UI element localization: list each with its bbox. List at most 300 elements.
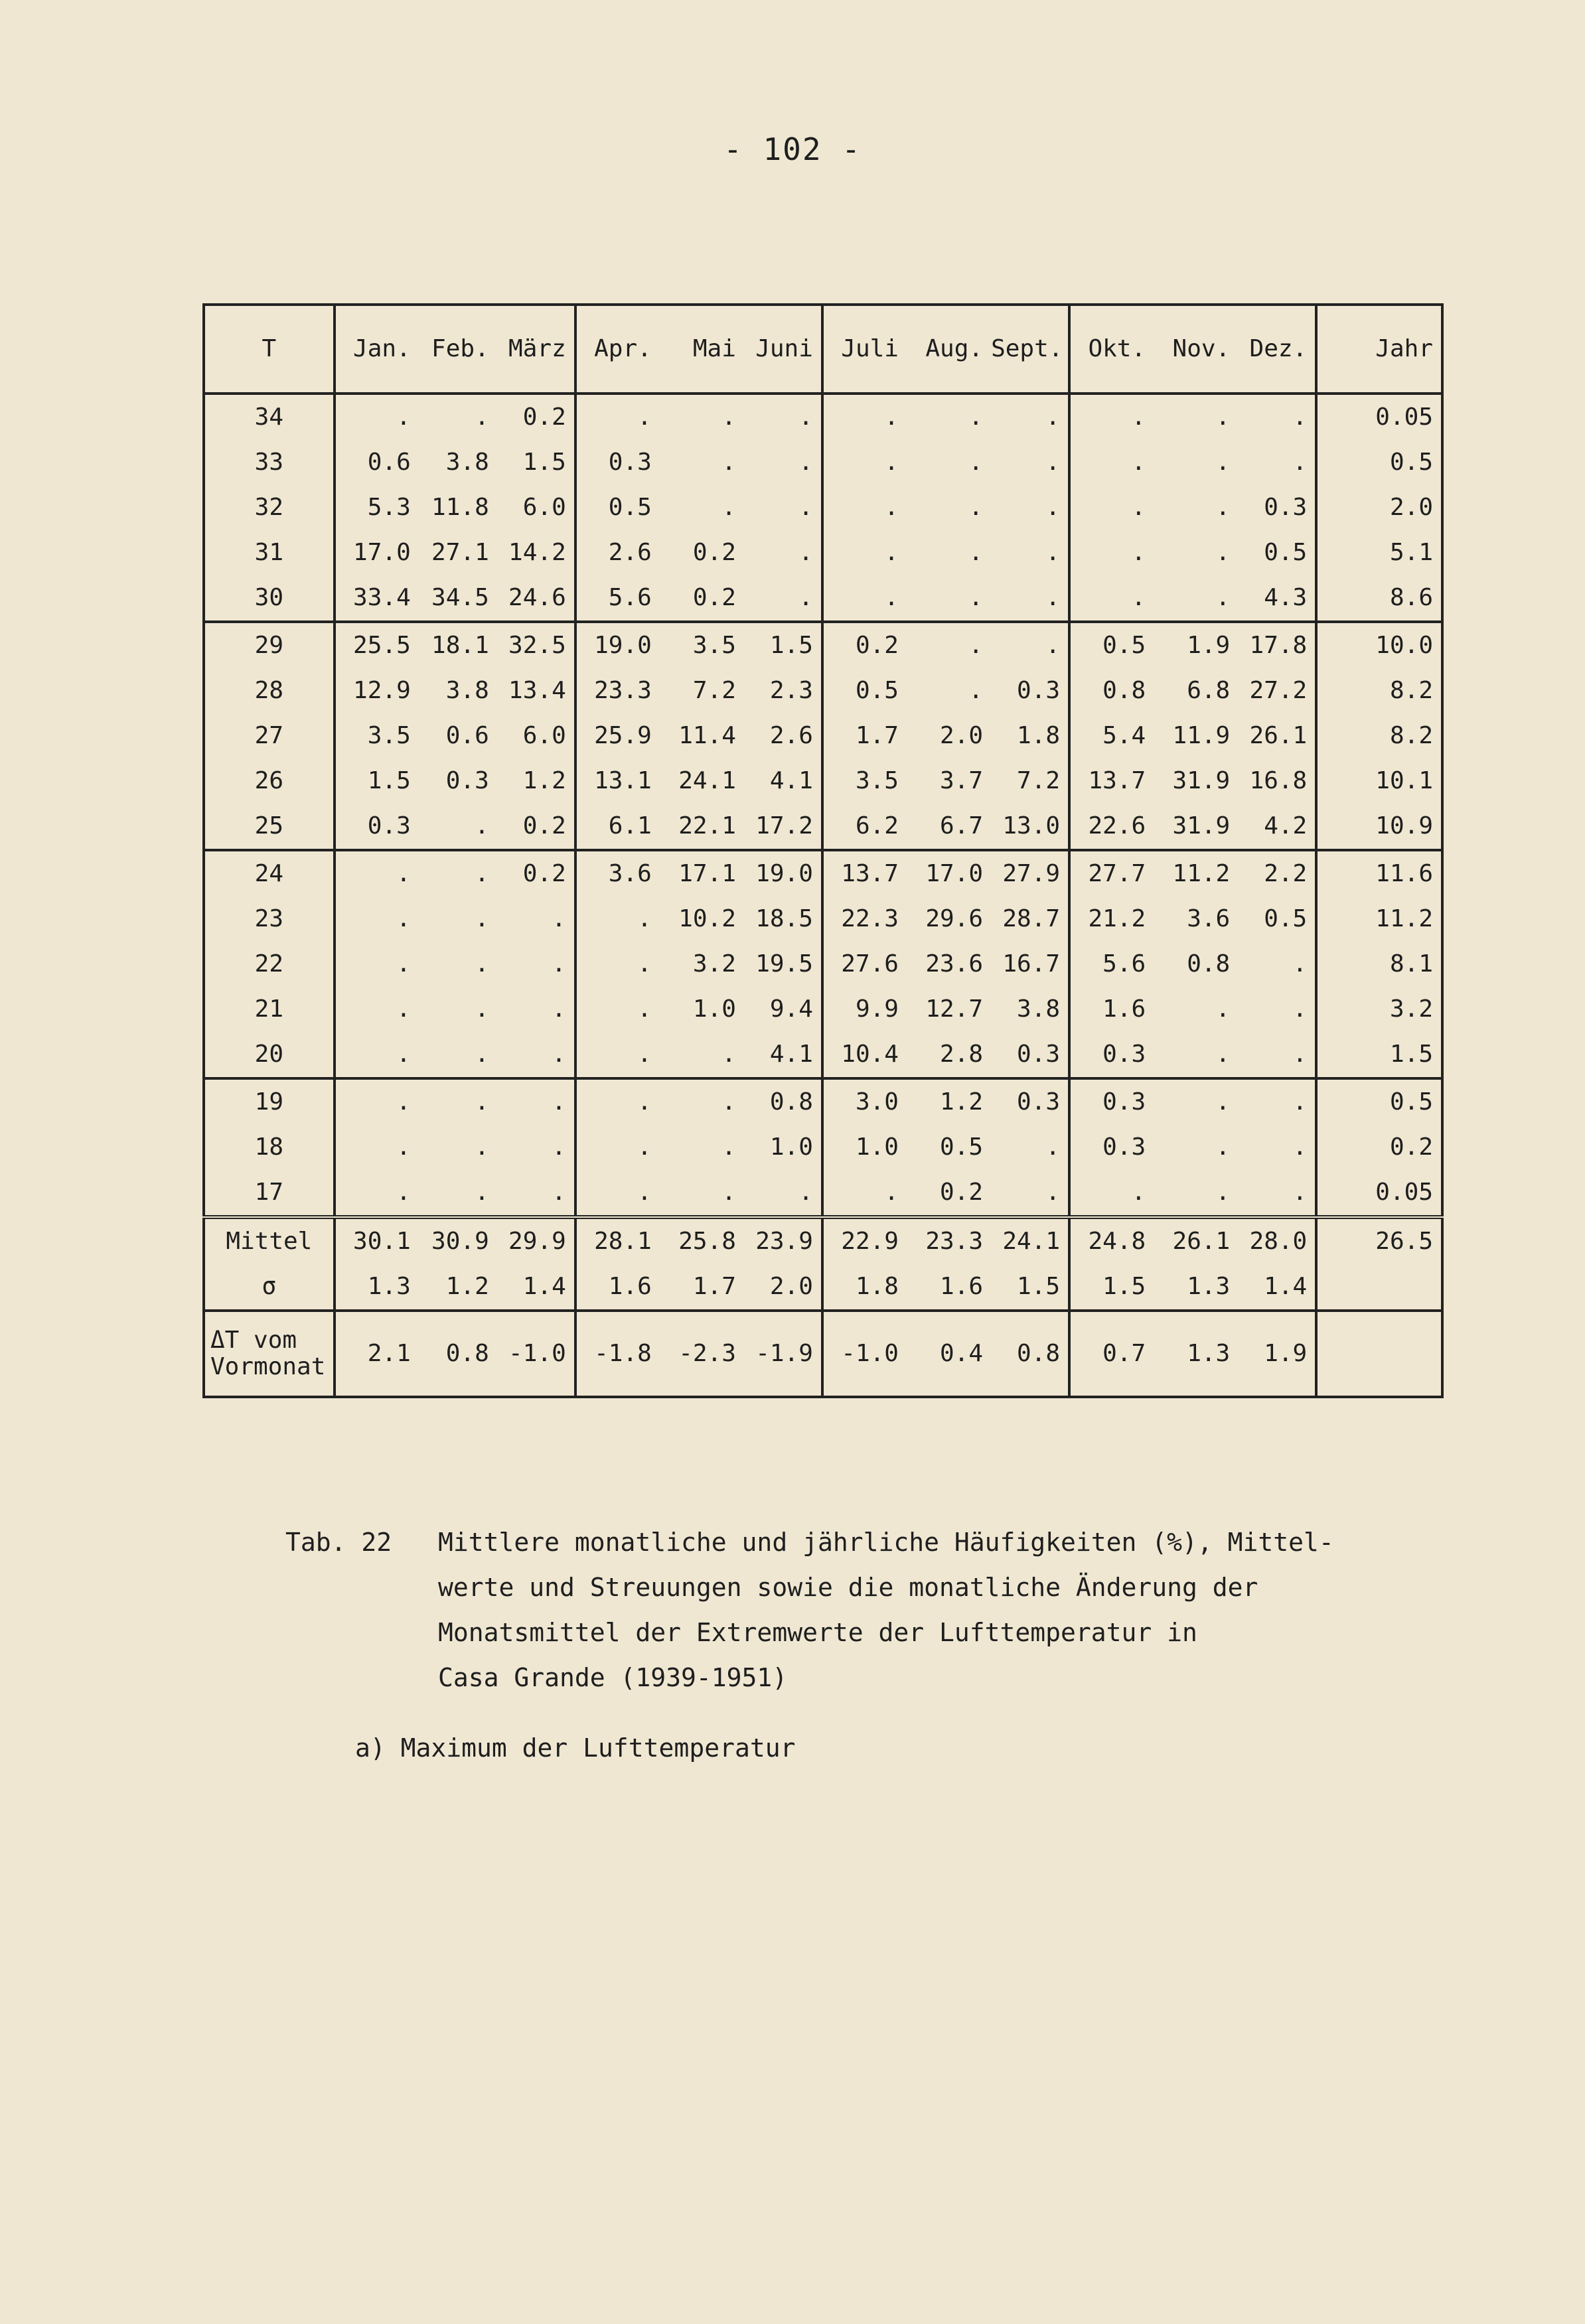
table-cell: 6.0 xyxy=(522,722,566,749)
table-cell: 2.6 xyxy=(575,530,660,575)
table-cell: 1.2 xyxy=(445,1273,489,1300)
table-cell: 4.1 xyxy=(769,767,813,794)
table-cell: 0.5 xyxy=(1069,622,1154,668)
table-cell: 24.6 xyxy=(508,584,566,611)
table-cell: . xyxy=(475,1041,489,1068)
table-cell: 23.3 xyxy=(575,668,660,713)
table-cell xyxy=(1316,1264,1442,1311)
table-cell: 2.6 xyxy=(769,722,813,749)
table-cell: 16.8 xyxy=(1249,767,1308,794)
table-cell: 18.5 xyxy=(755,905,813,932)
table-cell: 0.6 xyxy=(335,440,419,485)
table-cell: 0.3 xyxy=(445,767,489,794)
table-cell: . xyxy=(575,1032,660,1078)
table-cell: 8.2 xyxy=(1316,668,1442,713)
table-cell: . xyxy=(475,1179,489,1206)
table-cell: Sept. xyxy=(991,305,1069,394)
table-cell: 7.2 xyxy=(692,677,736,704)
table-cell: . xyxy=(721,403,736,431)
table-cell: 17.0 xyxy=(907,850,991,897)
table-cell: 0.2 xyxy=(692,584,736,611)
table-cell: 2.3 xyxy=(769,677,813,704)
table-row xyxy=(204,668,1442,713)
table-cell: . xyxy=(1045,1133,1061,1161)
table-cell: . xyxy=(552,1041,566,1068)
table-cell: 3.2 xyxy=(692,950,736,978)
table-cell: 16.7 xyxy=(1002,950,1061,978)
table-cell: . xyxy=(475,812,489,839)
table-cell: 3.5 xyxy=(660,622,744,668)
row-label: 27 xyxy=(254,722,284,749)
row-label: ΔT vom Vormonat xyxy=(204,1311,335,1397)
table-cell: 1.7 xyxy=(692,1273,736,1300)
table-cell: 8.1 xyxy=(1316,942,1442,987)
table-cell: 0.4 xyxy=(907,1311,991,1397)
table-cell: . xyxy=(1069,485,1154,530)
table-cell: 6.0 xyxy=(522,494,566,521)
table-cell: 2.0 xyxy=(769,1273,813,1300)
table-cell: 8.2 xyxy=(1316,713,1442,759)
table-cell: . xyxy=(1069,440,1154,485)
table-cell: 2.8 xyxy=(940,1041,984,1068)
table-cell: 3.5 xyxy=(822,759,907,804)
table-cell: 0.2 xyxy=(940,1179,984,1206)
table-cell: 1.2 xyxy=(907,1078,991,1125)
table-cell: 0.7 xyxy=(1069,1311,1154,1397)
table-cell: 11.2 xyxy=(1316,897,1442,942)
table-cell: 0.2 xyxy=(1316,1125,1442,1170)
table-cell: 30.1 xyxy=(335,1217,419,1264)
table-cell: . xyxy=(1292,1179,1308,1206)
table-cell: 19.0 xyxy=(575,622,660,668)
table-row xyxy=(204,530,1442,575)
table-cell: 30.9 xyxy=(419,1217,497,1264)
table-cell: . xyxy=(1215,584,1231,611)
table-row xyxy=(204,897,1442,942)
row-label: 30 xyxy=(254,584,284,611)
table-cell: . xyxy=(798,539,813,566)
table-cell: -1.0 xyxy=(497,1311,575,1397)
table-caption-number: Tab. 22 xyxy=(285,1528,392,1557)
table-cell: 0.05 xyxy=(1316,394,1442,440)
table-cell: 1.9 xyxy=(1238,1311,1316,1397)
table-cell: . xyxy=(1069,575,1154,622)
table-cell: 0.2 xyxy=(497,850,575,897)
table-cell: 19.5 xyxy=(755,950,813,978)
table-cell: 23.3 xyxy=(907,1217,991,1264)
table-cell: . xyxy=(1045,1179,1061,1206)
table-cell: 23.6 xyxy=(925,950,984,978)
table-cell: . xyxy=(1154,1078,1238,1125)
table-cell: . xyxy=(475,950,489,978)
table-cell: 0.5 xyxy=(822,668,907,713)
table-cell: 0.3 xyxy=(335,804,419,850)
row-label: 34 xyxy=(254,403,284,431)
table-cell: . xyxy=(1045,494,1061,521)
table-cell: . xyxy=(822,530,907,575)
row-label: 21 xyxy=(254,995,284,1023)
table-cell: . xyxy=(968,677,984,704)
row-label: Mittel xyxy=(204,1217,335,1264)
table-cell: 2.0 xyxy=(1316,485,1442,530)
table-subtitle: a) Maximum der Lufttemperatur xyxy=(355,1733,796,1763)
table-cell: . xyxy=(1215,1133,1231,1161)
table-cell: 10.9 xyxy=(1316,804,1442,850)
table-cell: . xyxy=(1292,950,1308,978)
table-row xyxy=(204,622,1442,668)
table-cell: . xyxy=(822,1170,907,1217)
table-cell: . xyxy=(335,394,419,440)
table-cell: . xyxy=(721,494,736,521)
table-cell: 22.6 xyxy=(1069,804,1154,850)
table-cell: . xyxy=(798,494,813,521)
table-cell: . xyxy=(721,1179,736,1206)
table-cell: 8.6 xyxy=(1316,575,1442,622)
table-cell: Aug. xyxy=(907,305,991,394)
table-cell: 1.6 xyxy=(575,1264,660,1311)
table-cell: . xyxy=(575,394,660,440)
table-cell: 0.5 xyxy=(575,485,660,530)
table-cell: 17.1 xyxy=(660,850,744,897)
table-cell: 17.2 xyxy=(755,812,813,839)
table-cell: 0.2 xyxy=(822,622,907,668)
table-cell: 0.3 xyxy=(1017,677,1061,704)
table-cell: 4.2 xyxy=(1264,812,1308,839)
table-cell: 0.3 xyxy=(1069,1032,1154,1078)
table-cell: 24.8 xyxy=(1069,1217,1154,1264)
table-cell: . xyxy=(798,584,813,611)
table-cell: 1.3 xyxy=(1187,1273,1231,1300)
table-cell: 3.5 xyxy=(335,713,419,759)
table-cell: . xyxy=(968,403,984,431)
table-cell: 29.6 xyxy=(925,905,984,932)
table-cell: 3.7 xyxy=(940,767,984,794)
row-label: 17 xyxy=(254,1179,284,1206)
table-cell: 0.5 xyxy=(1264,539,1308,566)
table-cell: 17.8 xyxy=(1238,622,1316,668)
table-cell: 6.8 xyxy=(1187,677,1231,704)
table-cell: . xyxy=(575,1170,660,1217)
table-cell: 0.3 xyxy=(991,1078,1069,1125)
table-cell: 10.4 xyxy=(822,1032,907,1078)
row-label: 28 xyxy=(254,677,284,704)
table-cell: . xyxy=(798,1179,813,1206)
table-cell: 3.8 xyxy=(445,449,489,476)
table-cell: 13.0 xyxy=(1002,812,1061,839)
table-cell: 0.2 xyxy=(692,539,736,566)
table-row xyxy=(204,987,1442,1032)
table-cell: 1.5 xyxy=(335,759,419,804)
table-cell: . xyxy=(335,1170,419,1217)
row-label: 19 xyxy=(204,1078,335,1125)
table-cell: 10.2 xyxy=(678,905,736,932)
table-cell: . xyxy=(1292,449,1308,476)
table-cell: 1.5 xyxy=(1017,1273,1061,1300)
row-label: 24 xyxy=(204,850,335,897)
table-cell: . xyxy=(822,440,907,485)
table-cell: . xyxy=(991,622,1069,668)
table-cell: 4.1 xyxy=(769,1041,813,1068)
table-cell: Juli xyxy=(822,305,907,394)
table-cell: 6.2 xyxy=(822,804,907,850)
table-cell: . xyxy=(335,1032,419,1078)
table-cell: . xyxy=(822,485,907,530)
row-label: 31 xyxy=(254,539,284,566)
table-cell: . xyxy=(1215,539,1231,566)
table-cell: 1.4 xyxy=(1264,1273,1308,1300)
table-cell: 10.1 xyxy=(1316,759,1442,804)
table-cell: 0.5 xyxy=(940,1133,984,1161)
table-cell: 34.5 xyxy=(431,584,489,611)
table-cell: 1.6 xyxy=(940,1273,984,1300)
table-cell: . xyxy=(1045,584,1061,611)
table-cell: 22.1 xyxy=(678,812,736,839)
table-cell: . xyxy=(1069,530,1154,575)
table-cell: . xyxy=(968,449,984,476)
table-cell: 0.2 xyxy=(522,403,566,431)
table-cell: . xyxy=(1045,539,1061,566)
table-cell: . xyxy=(1292,995,1308,1023)
table-cell: . xyxy=(1215,995,1231,1023)
row-label: 29 xyxy=(204,622,335,668)
table-cell: 28.1 xyxy=(575,1217,660,1264)
table-row xyxy=(204,713,1442,759)
table-row xyxy=(204,759,1442,804)
table-row xyxy=(204,1125,1442,1170)
table-cell: 11.9 xyxy=(1172,722,1231,749)
table-cell: 12.9 xyxy=(335,668,419,713)
table-cell: 12.7 xyxy=(925,995,984,1023)
table-cell: 9.9 xyxy=(822,987,907,1032)
temperature-frequency-table xyxy=(202,303,1444,1398)
delta-row xyxy=(204,1311,1442,1397)
table-cell: . xyxy=(1215,403,1231,431)
table-cell: 3.0 xyxy=(822,1078,907,1125)
table-cell: Apr. xyxy=(575,305,660,394)
table-cell: . xyxy=(968,584,984,611)
table-cell: Feb. xyxy=(419,305,497,394)
table-cell: 1.4 xyxy=(522,1273,566,1300)
table-cell: 5.4 xyxy=(1069,713,1154,759)
table-cell: . xyxy=(968,494,984,521)
table-cell: . xyxy=(335,987,419,1032)
table-cell: 26.1 xyxy=(1154,1217,1238,1264)
table-cell: 28.7 xyxy=(1002,905,1061,932)
row-label: 32 xyxy=(254,494,284,521)
table-row xyxy=(204,1032,1442,1078)
table-cell: 0.8 xyxy=(744,1078,822,1125)
table-cell: . xyxy=(721,1041,736,1068)
table-cell: Juni xyxy=(744,305,822,394)
row-label: 33 xyxy=(254,449,284,476)
table-cell: 27.6 xyxy=(822,942,907,987)
table-cell: 13.7 xyxy=(822,850,907,897)
table-cell: 2.1 xyxy=(335,1311,419,1397)
table-cell: -1.0 xyxy=(822,1311,907,1397)
table-cell: . xyxy=(1215,1179,1231,1206)
table-cell: 1.5 xyxy=(1069,1264,1154,1311)
table-cell: 1.5 xyxy=(1316,1032,1442,1078)
table-cell: . xyxy=(335,850,419,897)
table-cell: 1.8 xyxy=(822,1264,907,1311)
table-cell: Okt. xyxy=(1069,305,1154,394)
table-cell: 11.8 xyxy=(431,494,489,521)
table-cell: . xyxy=(1292,403,1308,431)
table-cell: . xyxy=(552,1179,566,1206)
table-cell: Nov. xyxy=(1154,305,1238,394)
table-cell: . xyxy=(798,449,813,476)
table-cell: 1.5 xyxy=(744,622,822,668)
table-cell: 5.1 xyxy=(1316,530,1442,575)
table-cell: . xyxy=(1238,1078,1316,1125)
row-label: 20 xyxy=(254,1041,284,1068)
row-label: 18 xyxy=(254,1133,284,1161)
table-cell: 0.8 xyxy=(1187,950,1231,978)
table-cell: 1.9 xyxy=(1154,622,1238,668)
table-cell: . xyxy=(1045,449,1061,476)
table-cell: 5.6 xyxy=(1069,942,1154,987)
table-cell: 3.8 xyxy=(445,677,489,704)
table-cell: 0.6 xyxy=(445,722,489,749)
table-header-row xyxy=(204,305,1442,394)
table-cell: . xyxy=(419,1078,497,1125)
table-cell: . xyxy=(552,995,566,1023)
table-row xyxy=(204,485,1442,530)
table-cell: 13.7 xyxy=(1069,759,1154,804)
table-cell: 0.3 xyxy=(1069,1125,1154,1170)
table-cell: . xyxy=(721,449,736,476)
table-cell: 1.7 xyxy=(822,713,907,759)
table-cell: 17.0 xyxy=(335,530,419,575)
table-cell: . xyxy=(1292,1041,1308,1068)
table-cell: 0.3 xyxy=(1069,1078,1154,1125)
table-row xyxy=(204,942,1442,987)
table-cell: . xyxy=(822,575,907,622)
table-cell: 0.5 xyxy=(1264,905,1308,932)
page-number: - 102 - xyxy=(723,131,862,167)
table-cell: 11.4 xyxy=(678,722,736,749)
table-cell: 11.2 xyxy=(1154,850,1238,897)
table-cell: . xyxy=(968,539,984,566)
table-cell: Dez. xyxy=(1238,305,1316,394)
table-cell: Jan. xyxy=(335,305,419,394)
table-cell: . xyxy=(575,942,660,987)
table-row xyxy=(204,1078,1442,1125)
table-cell: 5.6 xyxy=(575,575,660,622)
table-cell: 24.1 xyxy=(678,767,736,794)
table-row xyxy=(204,575,1442,622)
table-cell: . xyxy=(1069,1170,1154,1217)
table-cell: 24.1 xyxy=(991,1217,1069,1264)
table-cell: 3.2 xyxy=(1316,987,1442,1032)
table-cell: 26.5 xyxy=(1316,1217,1442,1264)
table-cell: 27.1 xyxy=(431,539,489,566)
table-row xyxy=(204,850,1442,897)
table-row xyxy=(204,394,1442,440)
table-cell: 3.8 xyxy=(1017,995,1061,1023)
table-row xyxy=(204,804,1442,850)
table-cell: 3.6 xyxy=(1187,905,1231,932)
row-label: 26 xyxy=(254,767,284,794)
table-cell: 3.6 xyxy=(575,850,660,897)
table-cell: 0.5 xyxy=(1316,1078,1442,1125)
table-cell: 31.9 xyxy=(1172,812,1231,839)
table-cell: -1.9 xyxy=(744,1311,822,1397)
table-cell: -2.3 xyxy=(660,1311,744,1397)
table-cell: . xyxy=(575,1125,660,1170)
table-cell: 2.0 xyxy=(940,722,984,749)
mittel-row xyxy=(204,1217,1442,1264)
table-cell: 7.2 xyxy=(1017,767,1061,794)
table-cell: 22.3 xyxy=(822,897,907,942)
table-cell: 1.3 xyxy=(335,1264,419,1311)
table-cell: . xyxy=(475,403,489,431)
table-cell: 27.7 xyxy=(1069,850,1154,897)
table-cell: 10.0 xyxy=(1316,622,1442,668)
table-cell: 21.2 xyxy=(1069,897,1154,942)
table-cell: 1.2 xyxy=(522,767,566,794)
table-cell: 23.9 xyxy=(744,1217,822,1264)
table-caption-text: Mittlere monatliche und jährliche Häufigkeiten (%), Mittel- werte und Streuungen sowie die monatliche Änderung der Monatsmittel der Extremwerte der Lufttemperatur in Casa Grande (1939-1951) xyxy=(438,1528,1334,1692)
table-cell: . xyxy=(907,622,991,668)
sigma-row xyxy=(204,1264,1442,1311)
table-cell: 1.8 xyxy=(1017,722,1061,749)
table-cell: . xyxy=(552,950,566,978)
table-cell: . xyxy=(475,905,489,932)
table-cell: 14.2 xyxy=(508,539,566,566)
row-label: T xyxy=(204,305,335,394)
table-cell: 1.0 xyxy=(822,1125,907,1170)
table-cell: 32.5 xyxy=(497,622,575,668)
table-row xyxy=(204,1170,1442,1217)
table-cell: 0.8 xyxy=(991,1311,1069,1397)
table-cell: . xyxy=(660,1078,744,1125)
table-cell: 0.3 xyxy=(1017,1041,1061,1068)
table-cell: . xyxy=(335,942,419,987)
table-cell: . xyxy=(575,897,660,942)
table-cell: 27.2 xyxy=(1249,677,1308,704)
table-cell: 1.0 xyxy=(692,995,736,1023)
row-label: 22 xyxy=(254,950,284,978)
table-cell: . xyxy=(335,897,419,942)
table-cell: . xyxy=(552,1133,566,1161)
table-cell: . xyxy=(1045,403,1061,431)
table-cell: . xyxy=(822,394,907,440)
table-cell: . xyxy=(575,987,660,1032)
table-cell: Mai xyxy=(660,305,744,394)
table-cell: . xyxy=(335,1125,419,1170)
table-cell: 9.4 xyxy=(769,995,813,1023)
table-cell: 0.8 xyxy=(419,1311,497,1397)
table-cell: . xyxy=(1069,394,1154,440)
table-cell: 19.0 xyxy=(744,850,822,897)
table-cell: . xyxy=(575,1078,660,1125)
table-cell: 6.7 xyxy=(940,812,984,839)
table-cell: 33.4 xyxy=(335,575,419,622)
table-cell: . xyxy=(721,1133,736,1161)
table-cell: 0.3 xyxy=(1264,494,1308,521)
table-cell: . xyxy=(1215,449,1231,476)
row-label: 23 xyxy=(254,905,284,932)
table-cell: 0.05 xyxy=(1316,1170,1442,1217)
table-cell: 26.1 xyxy=(1249,722,1308,749)
table-cell: 1.0 xyxy=(769,1133,813,1161)
table-cell: . xyxy=(475,995,489,1023)
table-cell: . xyxy=(552,905,566,932)
table-cell: 0.8 xyxy=(1069,668,1154,713)
table-cell: 22.9 xyxy=(822,1217,907,1264)
table-cell: 2.2 xyxy=(1238,850,1316,897)
